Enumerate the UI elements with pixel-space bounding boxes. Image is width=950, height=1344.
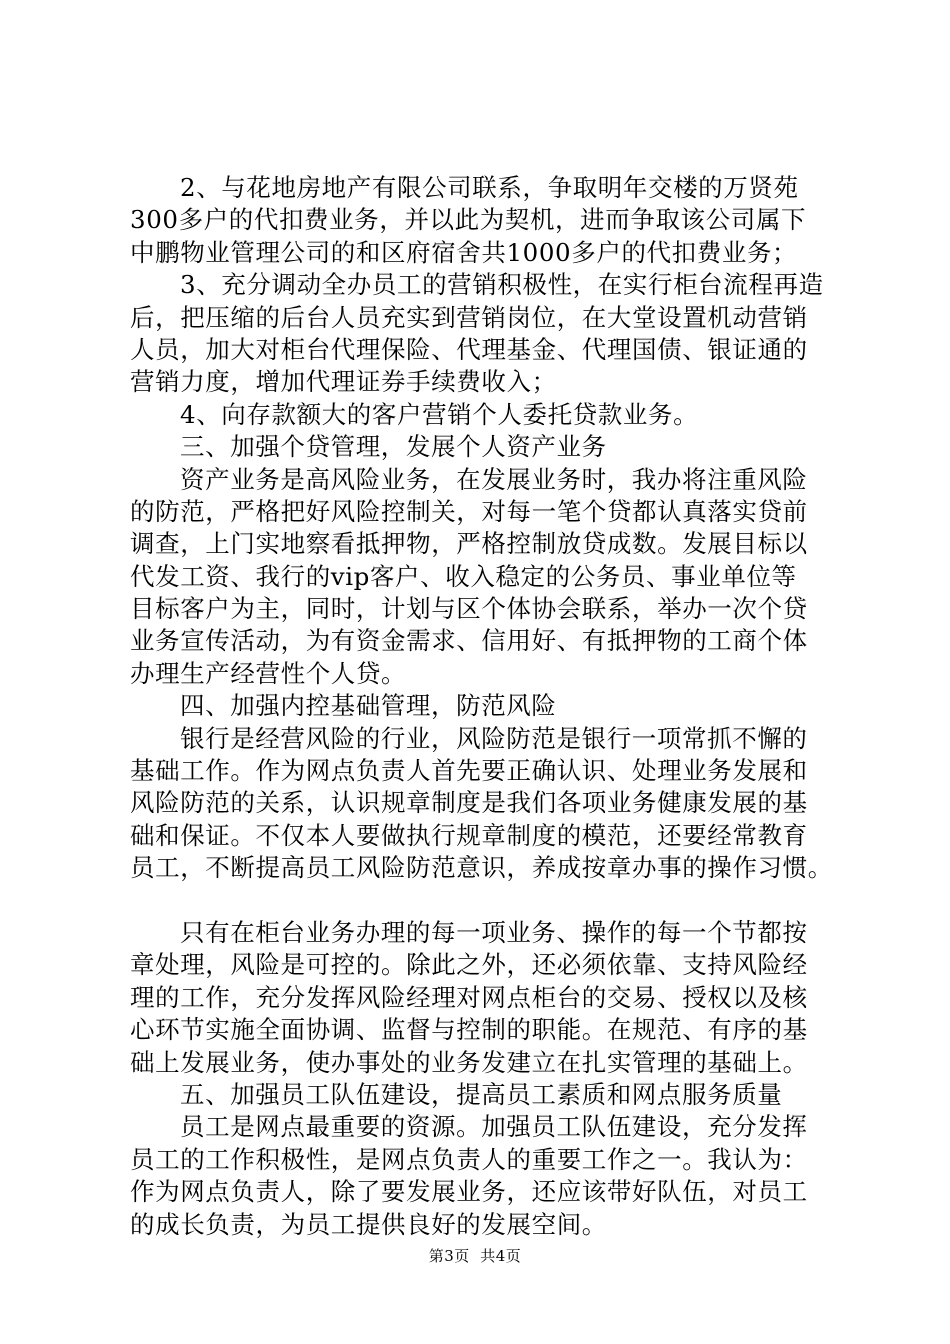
text-line: 调查，上门实地察看抵押物，严格控制放贷成数。发展目标以 — [130, 529, 808, 559]
text-line: 理的工作，充分发挥风险经理对网点柜台的交易、授权以及核 — [130, 982, 808, 1012]
text-line: 风险防范的关系，认识规章制度是我们各项业务健康发展的基 — [130, 788, 808, 818]
text-line: 银行是经营风险的行业，风险防范是银行一项常抓不懈的 — [180, 723, 808, 753]
text-line: 3、充分调动全办员工的营销积极性，在实行柜台流程再造 — [180, 270, 824, 300]
document-body — [130, 172, 833, 1241]
text-line: 五、加强员工队伍建设，提高员工素质和网点服务质量 — [180, 1079, 783, 1109]
text-line: 章处理，风险是可控的。除此之外，还必须依靠、支持风险经 — [130, 950, 808, 980]
text-line: 营销力度，增加代理证券手续费收入； — [130, 367, 557, 397]
text-line: 的成长负责，为员工提供良好的发展空间。 — [130, 1209, 607, 1239]
text-line: 员工的工作积极性，是网点负责人的重要工作之一。我认为： — [130, 1144, 808, 1174]
text-line: 中鹏物业管理公司的和区府宿舍共1000多户的代扣费业务； — [130, 237, 798, 267]
page-number-label: 第3页 共4页 — [428, 1247, 522, 1265]
text-line: 员工，不断提高员工风险防范意识，养成按章办事的操作习惯。 — [130, 853, 833, 883]
text-line: 础和保证。不仅本人要做执行规章制度的模范，还要经常教育 — [130, 820, 808, 850]
text-line: 业务宣传活动，为有资金需求、信用好、有抵押物的工商个体 — [130, 626, 808, 656]
text-line: 四、加强内控基础管理，防范风险 — [180, 691, 557, 721]
text-line: 2、与花地房地产有限公司联系，争取明年交楼的万贤苑 — [180, 173, 799, 202]
text-line: 4、向存款额大的客户营销个人委托贷款业务。 — [180, 399, 699, 429]
text-line: 心环节实施全面协调、监督与控制的职能。在规范、有序的基 — [130, 1015, 808, 1045]
text-line: 员工是网点最重要的资源。加强员工队伍建设，充分发挥 — [180, 1112, 808, 1142]
text-line: 只有在柜台业务办理的每一项业务、操作的每一个节都按 — [180, 917, 808, 947]
page-footer — [0, 1246, 950, 1266]
text-line: 基础工作。作为网点负责人首先要正确认识、处理业务发展和 — [130, 756, 808, 786]
text-line: 代发工资、我行的vip客户、收入稳定的公务员、事业单位等 — [130, 561, 797, 591]
text-line: 目标客户为主，同时，计划与区个体协会联系，举办一次个贷 — [130, 594, 808, 624]
blank-line — [130, 885, 830, 917]
text-line: 人员，加大对柜台代理保险、代理基金、代理国债、银证通的 — [130, 334, 808, 364]
text-line: 础上发展业务，使办事处的业务发建立在扎实管理的基础上。 — [130, 1047, 808, 1077]
text-line: 后，把压缩的后台人员充实到营销岗位，在大堂设置机动营销 — [130, 302, 808, 332]
text-line: 的防范，严格把好风险控制关，对每一笔个贷都认真落实贷前 — [130, 496, 808, 526]
text-line: 作为网点负责人，除了要发展业务，还应该带好队伍，对员工 — [130, 1177, 808, 1207]
text-line: 300多户的代扣费业务，并以此为契机，进而争取该公司属下 — [130, 205, 807, 235]
text-line: 办理生产经营性个人贷。 — [130, 658, 407, 688]
text-line: 资产业务是高风险业务，在发展业务时，我办将注重风险 — [180, 464, 808, 494]
text-line: 三、加强个贷管理，发展个人资产业务 — [180, 432, 607, 462]
